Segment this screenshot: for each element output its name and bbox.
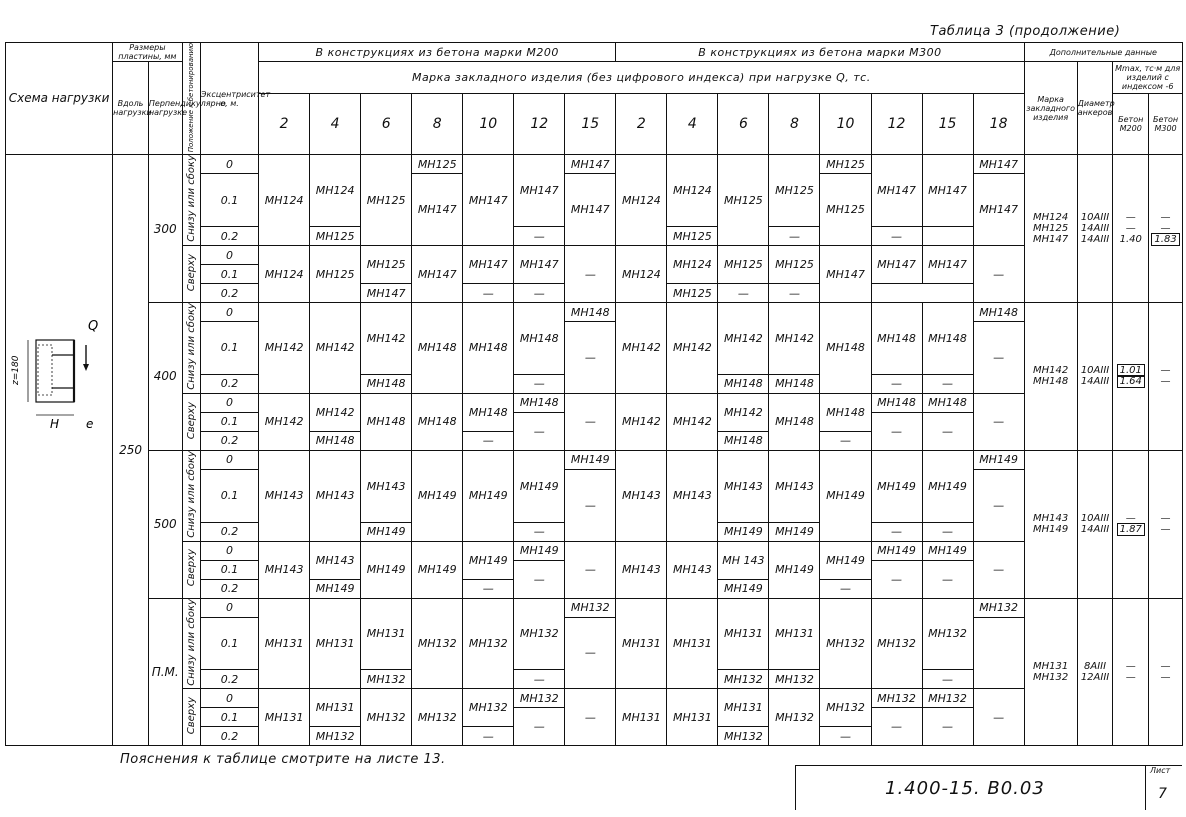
additional-diameters: 10АIII 14АIII: [1077, 450, 1113, 598]
mark-cell: МН131: [718, 689, 769, 727]
additional-diameters: 8АIII 12АIII: [1077, 598, 1113, 746]
mark-cell: МН143: [361, 450, 412, 522]
mark-cell: МН125: [361, 246, 412, 284]
dash-cell: —: [514, 560, 565, 598]
mark-cell: МН149: [769, 541, 820, 598]
mark-cell: МН147: [514, 246, 565, 284]
mark-cell: МН125: [361, 155, 412, 246]
mmax-m200: — —: [1113, 598, 1149, 746]
mark-cell: МН131: [667, 689, 718, 746]
direction-top: Сверху: [182, 246, 200, 303]
mark-cell: МН142: [361, 303, 412, 375]
thickness-500: 500: [148, 450, 182, 598]
mark-cell: МН125: [310, 246, 361, 303]
load-header: 2: [259, 94, 310, 155]
ad-diam-header: Диаметр анкеров: [1077, 62, 1113, 155]
dash-cell: —: [871, 374, 922, 393]
mark-cell: МН125: [769, 155, 820, 227]
load-header: 8: [769, 94, 820, 155]
load-header: 15: [922, 94, 973, 155]
additional-data-header: Дополнительные данные: [1024, 43, 1182, 62]
dash-cell: —: [514, 227, 565, 246]
ecc-value: 0.2: [200, 670, 258, 689]
mark-cell: МН132: [463, 689, 514, 727]
mark-cell: МН142: [259, 303, 310, 394]
mark-cell: МН124: [259, 246, 310, 303]
mark-cell: МН149: [820, 450, 871, 541]
mark-cell: МН143: [259, 450, 310, 541]
mark-cell: МН131: [616, 689, 667, 746]
mark-cell: МН125: [667, 227, 718, 246]
mmax-m300: — —: [1149, 450, 1183, 598]
mark-cell: МН147: [463, 246, 514, 284]
ad-mmax-header: Mmax, тс·м для изделий с индексом -6: [1113, 62, 1183, 94]
ecc-value: 0.2: [200, 284, 258, 303]
mark-cell: МН132: [769, 689, 820, 746]
mark-cell: МН131: [310, 689, 361, 727]
dash-cell: —: [973, 689, 1024, 746]
dash-cell: —: [769, 284, 820, 303]
load-header: 15: [565, 94, 616, 155]
mark-cell: МН132: [871, 598, 922, 689]
mark-cell: МН149: [361, 522, 412, 541]
load-header: 6: [718, 94, 769, 155]
dash-cell: —: [514, 708, 565, 746]
mark-cell: МН143: [769, 450, 820, 522]
mark-cell: МН149: [463, 450, 514, 541]
mark-cell: МН131: [616, 598, 667, 689]
mark-cell: МН148: [514, 303, 565, 375]
mark-cell: МН124: [310, 155, 361, 227]
additional-marks: МН124 МН125 МН147: [1024, 155, 1077, 303]
ecc-value: 0: [200, 450, 258, 469]
eccentricity-label: e: [86, 417, 94, 431]
mark-cell: МН124: [259, 155, 310, 246]
mark-cell: МН132: [922, 689, 973, 708]
mark-cell: МН132: [514, 598, 565, 670]
direction-bottom: Снизу или сбоку: [182, 598, 200, 689]
mark-cell: МН124: [616, 246, 667, 303]
dash-cell: —: [871, 708, 922, 746]
mark-cell: МН147: [871, 155, 922, 227]
mark-cell: МН124: [667, 155, 718, 227]
footer-note: Пояснения к таблице смотрите на листе 13.: [120, 752, 446, 767]
mmax-m300: — — 1.83: [1149, 155, 1183, 303]
mark-cell: МН142: [310, 303, 361, 394]
ecc-value: 0.1: [200, 617, 258, 670]
mark-cell: МН149: [769, 522, 820, 541]
mark-cell: МН149: [922, 541, 973, 560]
embedded-parts-table: [5, 42, 1183, 746]
direction-top: Сверху: [182, 541, 200, 598]
mark-cell: МН131: [361, 598, 412, 670]
dash-cell: —: [973, 469, 1024, 541]
dash-cell: —: [514, 522, 565, 541]
mark-cell: МН143: [616, 541, 667, 598]
mark-cell: МН124: [616, 155, 667, 246]
concrete-m200-header: В конструкциях из бетона марки М200: [259, 43, 616, 62]
mark-cell: МН142: [616, 393, 667, 450]
mark-cell: МН142: [667, 393, 718, 450]
mark-cell: МН148: [871, 303, 922, 375]
concrete-m300-header: В конструкциях из бетона марки М300: [616, 43, 1024, 62]
mark-cell: МН149: [973, 450, 1024, 469]
dash-cell: —: [565, 689, 616, 746]
mark-cell: МН131: [667, 598, 718, 689]
load-header: 2: [616, 94, 667, 155]
dash-cell: —: [769, 227, 820, 246]
mark-cell: МН148: [820, 393, 871, 431]
additional-diameters: 10АIII 14АIII: [1077, 303, 1113, 451]
dash-cell: —: [871, 227, 922, 246]
width-label: H: [50, 417, 60, 431]
mark-cell: МН142: [310, 393, 361, 431]
mark-cell: МН149: [463, 541, 514, 579]
mmax-m200: 1.01 1.64: [1113, 303, 1149, 451]
dash-cell: —: [463, 431, 514, 450]
ecc-value: 0: [200, 303, 258, 322]
mark-cell: МН147: [463, 155, 514, 246]
dash-cell: —: [514, 412, 565, 450]
sheet-number: 7: [1158, 786, 1167, 802]
mark-cell: МН147: [973, 174, 1024, 246]
mark-cell: МН148: [412, 393, 463, 450]
mark-cell: МН124: [667, 246, 718, 284]
dash-cell: —: [922, 708, 973, 746]
mark-cell: МН131: [259, 598, 310, 689]
mark-cell: МН132: [769, 670, 820, 689]
direction-bottom: Снизу или сбоку: [182, 450, 200, 541]
dash-cell: —: [922, 412, 973, 450]
additional-marks: МН131 МН132: [1024, 598, 1077, 746]
load-header: 12: [871, 94, 922, 155]
dash-cell: —: [565, 393, 616, 450]
mark-cell: МН131: [769, 598, 820, 670]
dash-cell: —: [565, 322, 616, 394]
dash-cell: —: [565, 617, 616, 689]
ecc-value: 0: [200, 598, 258, 617]
dash-cell: —: [922, 670, 973, 689]
mark-cell: МН148: [718, 431, 769, 450]
ecc-value: 0.2: [200, 431, 258, 450]
mark-cell: МН132: [463, 598, 514, 689]
mark-cell: МН149: [412, 450, 463, 541]
mark-cell: МН125: [718, 246, 769, 284]
mark-cell: МН149: [412, 541, 463, 598]
mark-cell: МН143: [616, 450, 667, 541]
dash-cell: —: [718, 284, 769, 303]
mark-cell: МН132: [514, 689, 565, 708]
mark-cell: МН148: [361, 393, 412, 450]
ecc-value: 0: [200, 689, 258, 708]
mark-cell: МН149: [922, 450, 973, 522]
mark-cell: МН125: [718, 155, 769, 246]
mark-cell: МН149: [310, 579, 361, 598]
ecc-value: 0.2: [200, 374, 258, 393]
mark-cell: МН132: [361, 689, 412, 746]
mark-cell: МН147: [922, 246, 973, 284]
direction-top: Сверху: [182, 393, 200, 450]
mark-cell: МН147: [514, 155, 565, 227]
ad-mark-header: Марка закладного изделия: [1024, 62, 1077, 155]
sheet-label: Лист: [1150, 766, 1171, 775]
mark-cell: МН149: [871, 541, 922, 560]
mark-cell: МН125: [820, 174, 871, 246]
mark-cell: МН147: [565, 174, 616, 246]
additional-diameters: 10АIII 14АIII 14АIII: [1077, 155, 1113, 303]
ecc-value: 0.1: [200, 322, 258, 375]
mmax-m200: — 1.87: [1113, 450, 1149, 598]
mark-cell: МН149: [718, 522, 769, 541]
along-header: Вдоль нагрузки: [113, 62, 149, 155]
mark-header: Марка закладного изделия (без цифрового индекса) при нагрузке Q, тс.: [259, 62, 1025, 94]
perp-header: Перпендикулярно нагрузке: [148, 62, 182, 155]
load-header: 18: [973, 94, 1024, 155]
dash-cell: —: [463, 579, 514, 598]
mark-cell: МН142: [718, 303, 769, 375]
mark-cell: МН149: [565, 450, 616, 469]
ecc-value: 0.1: [200, 265, 258, 284]
mark-cell: МН132: [718, 727, 769, 746]
mark-cell: МН143: [667, 541, 718, 598]
mark-cell: МН147: [820, 246, 871, 303]
load-header: 10: [820, 94, 871, 155]
dash-cell: —: [922, 374, 973, 393]
dash-cell: —: [871, 560, 922, 598]
mark-cell: МН148: [412, 303, 463, 394]
mark-cell: МН132: [412, 598, 463, 689]
mark-cell: МН149: [718, 579, 769, 598]
dash-cell: —: [514, 374, 565, 393]
mark-cell: МН142: [769, 303, 820, 375]
ecc-value: 0: [200, 541, 258, 560]
mark-cell: МН131: [259, 689, 310, 746]
dash-cell: —: [871, 522, 922, 541]
load-header: 12: [514, 94, 565, 155]
mark-cell: МН125: [667, 284, 718, 303]
mark-cell: МН131: [310, 598, 361, 689]
eccentricity-header: Эксцентриситет e, м.: [200, 43, 258, 155]
ecc-value: 0.2: [200, 227, 258, 246]
ecc-value: 0.2: [200, 522, 258, 541]
sizes-header: Размеры пластины, мм: [113, 43, 182, 62]
mark-cell: МН125: [412, 155, 463, 174]
mark-cell: МН149: [820, 541, 871, 579]
ecc-value: 0.2: [200, 727, 258, 746]
mark-cell: МН148: [361, 374, 412, 393]
dash-cell: —: [820, 579, 871, 598]
load-header: 10: [463, 94, 514, 155]
mark-cell: МН148: [820, 303, 871, 394]
scheme-header: Схема нагрузки: [6, 43, 113, 155]
dash-cell: —: [514, 670, 565, 689]
mark-cell: МН143: [667, 450, 718, 541]
dash-cell: —: [973, 393, 1024, 450]
mark-cell: МН147: [565, 155, 616, 174]
ecc-value: 0.1: [200, 174, 258, 227]
mark-cell: МН142: [718, 393, 769, 431]
load-header: 6: [361, 94, 412, 155]
ecc-value: 0.1: [200, 560, 258, 579]
mark-cell: МН148: [871, 393, 922, 412]
ad-b300-header: Бетон М300: [1149, 94, 1183, 155]
mark-cell: МН132: [310, 727, 361, 746]
mark-cell: МН147: [412, 246, 463, 303]
thickness-pm: П.М.: [148, 598, 182, 746]
mark-cell: МН132: [820, 689, 871, 727]
mark-cell: МН 143: [718, 541, 769, 579]
dash-cell: —: [463, 727, 514, 746]
mark-cell: МН125: [310, 227, 361, 246]
dash-cell: —: [565, 469, 616, 541]
mark-cell: МН132: [973, 598, 1024, 617]
mark-cell: МН147: [871, 246, 922, 284]
mark-cell: МН132: [820, 598, 871, 689]
mark-cell: МН148: [922, 393, 973, 412]
mark-cell: МН147: [361, 284, 412, 303]
direction-bottom: Снизу или сбоку: [182, 303, 200, 394]
dash-cell: —: [922, 560, 973, 598]
load-header: 4: [310, 94, 361, 155]
ecc-value: 0.2: [200, 579, 258, 598]
additional-marks: МН142 МН148: [1024, 303, 1077, 451]
dash-cell: —: [514, 284, 565, 303]
mark-cell: МН132: [361, 670, 412, 689]
mark-cell: МН148: [463, 303, 514, 394]
additional-marks: МН143 МН149: [1024, 450, 1077, 598]
mmax-m200: — — 1.40: [1113, 155, 1149, 303]
mark-cell: МН149: [514, 450, 565, 522]
dash-cell: —: [871, 412, 922, 450]
mark-cell: МН148: [922, 303, 973, 375]
size-along: 250: [113, 155, 149, 746]
mmax-m300: — —: [1149, 598, 1183, 746]
dash-cell: —: [565, 541, 616, 598]
mark-cell: МН148: [565, 303, 616, 322]
mark-cell: МН148: [973, 303, 1024, 322]
ecc-value: 0.1: [200, 708, 258, 727]
ecc-value: 0: [200, 246, 258, 265]
mark-cell: МН132: [412, 689, 463, 746]
ecc-value: 0: [200, 155, 258, 174]
mark-cell: МН143: [259, 541, 310, 598]
dash-cell: —: [973, 322, 1024, 394]
dash-cell: —: [565, 246, 616, 303]
ad-b200-header: Бетон М200: [1113, 94, 1149, 155]
concrete-hatch: [38, 345, 52, 395]
thickness-400: 400: [148, 303, 182, 451]
mark-cell: МН148: [769, 393, 820, 450]
mark-cell: МН142: [259, 393, 310, 450]
mark-cell: МН148: [718, 374, 769, 393]
mark-cell: МН143: [718, 450, 769, 522]
load-header: 4: [667, 94, 718, 155]
mark-cell: МН132: [871, 689, 922, 708]
dash-cell: —: [820, 727, 871, 746]
mark-cell: МН143: [310, 541, 361, 579]
direction-top: Сверху: [182, 689, 200, 746]
dash-cell: —: [973, 541, 1024, 598]
direction-bottom: Снизу или сбоку: [182, 155, 200, 246]
mark-cell: МН132: [922, 598, 973, 670]
mark-cell: МН149: [361, 541, 412, 598]
mark-cell: МН149: [871, 450, 922, 522]
mark-cell: МН147: [973, 155, 1024, 174]
position-header: Положение к бетонированию: [182, 43, 200, 155]
mark-cell: МН147: [922, 155, 973, 227]
load-label: Q: [88, 319, 99, 334]
ecc-value: 0: [200, 393, 258, 412]
document-code: 1.400-15. В0.03: [885, 778, 1045, 799]
mark-cell: МН125: [820, 155, 871, 174]
dash-cell: —: [973, 246, 1024, 303]
mark-cell: МН143: [310, 450, 361, 541]
load-arrow-head: [83, 364, 89, 371]
mmax-m300: — —: [1149, 303, 1183, 451]
mark-cell: МН148: [769, 374, 820, 393]
dash-cell: —: [463, 284, 514, 303]
load-header: 8: [412, 94, 463, 155]
height-label: z=180: [11, 355, 21, 385]
mark-cell: МН132: [718, 670, 769, 689]
mark-cell: МН148: [310, 431, 361, 450]
ecc-value: 0.1: [200, 469, 258, 522]
thickness-300: 300: [148, 155, 182, 303]
mark-cell: МН147: [412, 174, 463, 246]
mark-cell: МН142: [616, 303, 667, 394]
dash-cell: —: [820, 431, 871, 450]
ecc-value: 0.1: [200, 412, 258, 431]
mark-cell: МН148: [514, 393, 565, 412]
mark-cell: МН125: [769, 246, 820, 284]
mark-cell: МН132: [565, 598, 616, 617]
plate-outline: [36, 340, 74, 402]
mark-cell: МН142: [667, 303, 718, 394]
load-scheme-drawing: [8, 300, 108, 470]
dash-cell: —: [922, 522, 973, 541]
mark-cell: МН149: [514, 541, 565, 560]
mark-cell: МН148: [463, 393, 514, 431]
table-caption: Таблица 3 (продолжение): [930, 24, 1121, 39]
mark-cell: МН131: [718, 598, 769, 670]
